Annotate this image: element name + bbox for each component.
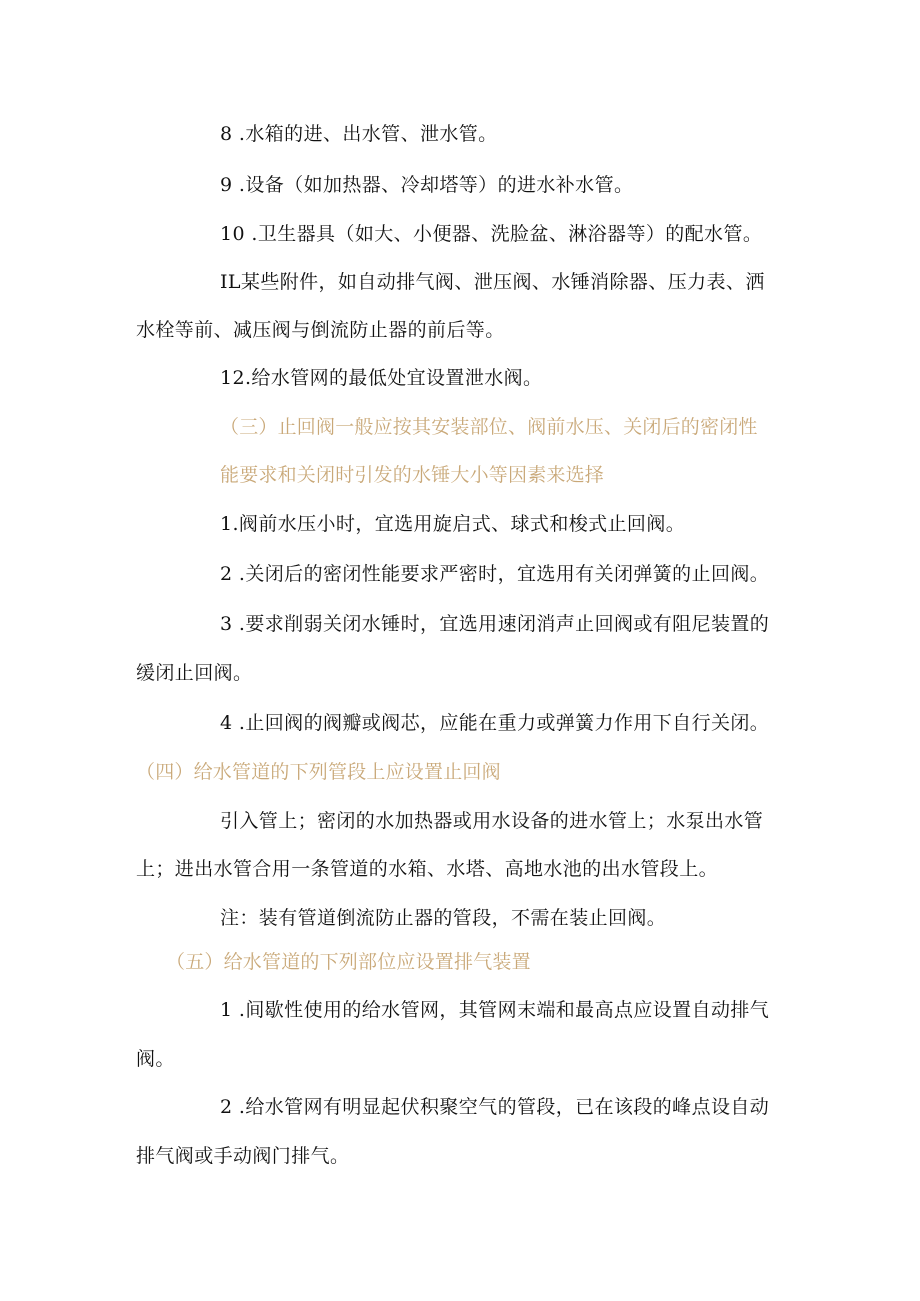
text-line: 2 .关闭后的密闭性能要求严密时，宜选用有关闭弹簧的止回阀。 bbox=[220, 563, 770, 585]
text-line: 10 .卫生器具（如大、小便器、洗脸盆、淋浴器等）的配水管。 bbox=[220, 223, 763, 245]
text-line: 12.给水管网的最低处宜设置泄水阀。 bbox=[220, 367, 543, 389]
text-line: 4 .止回阀的阀瓣或阀芯，应能在重力或弹簧力作用下自行关闭。 bbox=[220, 712, 770, 734]
text-line: IL某些附件，如自动排气阀、泄压阀、水锤消除器、压力表、洒 bbox=[220, 271, 765, 293]
section-heading: 能要求和关闭时引发的水锤大小等因素来选择 bbox=[220, 464, 605, 486]
text-line: 排气阀或手动阀门排气。 bbox=[136, 1145, 350, 1167]
text-line: 注：装有管道倒流防止器的管段，不需在装止回阀。 bbox=[220, 907, 667, 929]
section-heading: （五）给水管道的下列部位应设置排气装置 bbox=[166, 951, 531, 973]
text-line: 1.阀前水压小时，宜选用旋启式、球式和梭式止回阀。 bbox=[220, 513, 686, 535]
text-line: 1 .间歇性使用的给水管网，其管网末端和最高点应设置自动排气 bbox=[220, 999, 770, 1021]
text-line: 3 .要求削弱关闭水锤时，宜选用速闭消声止回阀或有阻尼装置的 bbox=[220, 613, 770, 635]
text-line: 阀。 bbox=[136, 1048, 175, 1070]
text-line: 缓闭止回阀。 bbox=[136, 662, 253, 684]
text-line: 8 .水箱的进、出水管、泄水管。 bbox=[220, 123, 498, 145]
section-heading: （三）止回阀一般应按其安装部位、阀前水压、关闭后的密闭性 bbox=[220, 416, 758, 438]
section-heading: （四）给水管道的下列管段上应设置止回阀 bbox=[136, 761, 501, 783]
text-line: 引入管上；密闭的水加热器或用水设备的进水管上；水泵出水管 bbox=[220, 810, 764, 832]
text-line: 水栓等前、减压阀与倒流防止器的前后等。 bbox=[136, 319, 505, 341]
text-line: 9 .设备（如加热器、冷却塔等）的进水补水管。 bbox=[220, 174, 634, 196]
text-line: 上；进出水管合用一条管道的水箱、水塔、高地水池的出水管段上。 bbox=[136, 858, 719, 880]
text-line: 2 .给水管网有明显起伏积聚空气的管段，已在该段的峰点设自动 bbox=[220, 1096, 770, 1118]
